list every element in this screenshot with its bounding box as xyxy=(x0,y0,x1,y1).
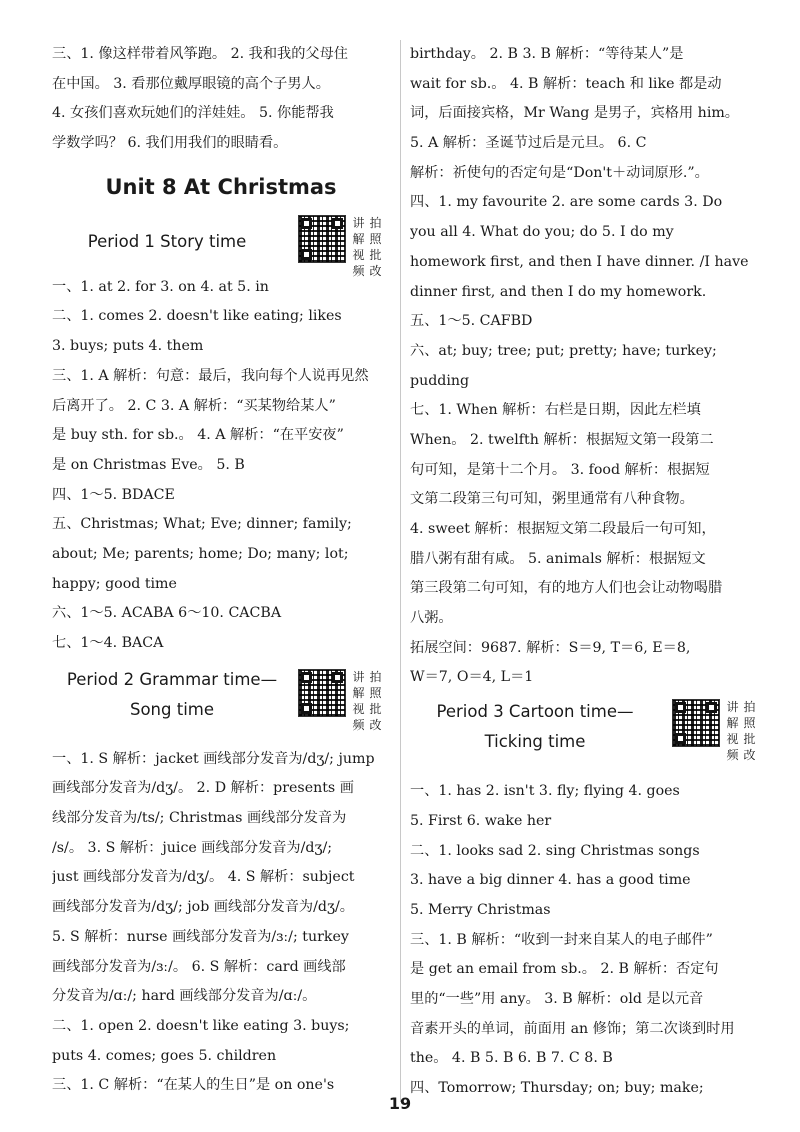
text-line: 四、1～5. BDACE xyxy=(52,486,175,503)
period-1-title: Period 1 Story time xyxy=(87,231,247,251)
text-line: 二、1. open 2. doesn't like eating 3. buys; xyxy=(52,1017,350,1034)
period-3-title-line2: Ticking time xyxy=(484,732,586,752)
period-1-answers xyxy=(52,273,390,659)
text-line: 三、1. C 解析：“在某人的生日”是 on one's xyxy=(52,1077,335,1094)
qr-code-icon[interactable] xyxy=(298,669,346,717)
text-line: 七、1. When 解析：右栏是日期，因此左栏填 xyxy=(410,402,701,419)
left-top-block xyxy=(52,40,390,159)
text-line: /s/。 3. S 解析：juice 画线部分发音为/dʒ/; xyxy=(52,839,333,856)
text-line: 三、1. 像这样带着风筝跑。 2. 我和我的父母住 xyxy=(52,46,348,62)
text-line: 分发音为/ɑː/; hard 画线部分发音为/ɑː/。 xyxy=(52,988,317,1005)
text-line: the。 4. B 5. B 6. B 7. C 8. B xyxy=(410,1050,613,1067)
text-line: 3. have a big dinner 4. has a good time xyxy=(410,872,691,889)
video-badge: 讲 拍 解 照 视 批 频 改 xyxy=(726,700,756,763)
text-line: 二、1. comes 2. doesn't like eating; likes xyxy=(52,308,342,325)
left-column xyxy=(52,40,390,1101)
text-line: 5. First 6. wake her xyxy=(410,812,552,829)
text-line: 文第二段第三句可知，粥里通常有八种食物。 xyxy=(410,491,694,508)
right-top-block xyxy=(410,40,766,693)
text-line: 画线部分发音为/dʒ/; job 画线部分发音为/dʒ/。 xyxy=(52,899,354,916)
text-line: 解析：祈使句的否定句是“Don't＋动词原形.”。 xyxy=(410,164,709,181)
text-line: about; Me; parents; home; Do; many; lot; xyxy=(52,545,349,562)
text-line: 线部分发音为/ts/; Christmas 画线部分发音为 xyxy=(52,810,347,827)
text-line: 句可知，是第十二个月。 3. food 解析：根据短 xyxy=(410,461,710,478)
text-line: 三、1. B 解析：“收到一封来自某人的电子邮件” xyxy=(410,931,713,948)
period-2-title-line1: Period 2 Grammar time— xyxy=(66,669,278,689)
qr-code-icon[interactable] xyxy=(672,699,720,747)
text-line: 第三段第二句可知，有的地方人们也会让动物喝腊 xyxy=(410,580,723,597)
period-1-header xyxy=(52,209,390,278)
text-line: 画线部分发音为/ɜː/。 6. S 解析：card 画线部 xyxy=(52,958,346,975)
text-line: 在中国。 3. 看那位戴厚眼镜的高个子男人。 xyxy=(52,75,330,92)
text-line: 四、Tomorrow; Thursday; on; buy; make; xyxy=(410,1080,704,1096)
right-column xyxy=(410,40,766,1104)
qr-code-icon[interactable] xyxy=(298,215,346,263)
text-line: 六、at; buy; tree; put; pretty; have; turkey; xyxy=(410,342,717,359)
text-line: you all 4. What do you; do 5. I do my xyxy=(410,224,674,241)
text-line: birthday。 2. B 3. B 解析：“等待某人”是 xyxy=(410,46,684,62)
text-line: 里的“一些”用 any。 3. B 解析：old 是以元音 xyxy=(410,990,704,1007)
text-line: 七、1～4. BACA xyxy=(52,635,164,651)
text-line: 音素开头的单词，前面用 an 修饰；第二次谈到时用 xyxy=(410,1020,735,1037)
text-line: wait for sb.。 4. B 解析：teach 和 like 都是动 xyxy=(410,75,722,92)
period-2-answers xyxy=(52,745,390,1101)
text-line: puts 4. comes; goes 5. children xyxy=(52,1047,277,1064)
text-line: 3. buys; puts 4. them xyxy=(52,338,204,355)
video-badge: 讲 拍 解 照 视 批 频 改 xyxy=(352,215,382,278)
text-line: dinner first, and then I do my homework. xyxy=(410,283,707,300)
text-line: 4. 女孩们喜欢玩她们的洋娃娃。 5. 你能帮我 xyxy=(52,105,334,122)
column-divider xyxy=(400,40,401,1102)
text-line: 画线部分发音为/dʒ/。 2. D 解析：presents 画 xyxy=(52,780,354,797)
text-line: 后离开了。 2. C 3. A 解析：“买某物给某人” xyxy=(52,397,336,414)
text-line: 二、1. looks sad 2. sing Christmas songs xyxy=(410,842,700,859)
text-line: 一、1. S 解析：jacket 画线部分发音为/dʒ/; jump xyxy=(52,750,375,767)
text-line: 一、1. at 2. for 3. on 4. at 5. in xyxy=(52,278,269,295)
text-line: 5. A 解析：圣诞节过后是元旦。 6. C xyxy=(410,135,647,152)
text-line: 五、Christmas; What; Eve; dinner; family; xyxy=(52,516,352,533)
unit-title: Unit 8 At Christmas xyxy=(105,174,337,199)
period-3-title-line1: Period 3 Cartoon time— xyxy=(436,702,634,722)
period-3-answers xyxy=(410,777,766,1104)
text-line: 5. S 解析：nurse 画线部分发音为/ɜː/; turkey xyxy=(52,928,349,945)
period-3-header xyxy=(410,693,766,777)
video-badge: 讲 拍 解 照 视 批 频 改 xyxy=(352,669,382,732)
text-line: 四、1. my favourite 2. are some cards 3. Do xyxy=(410,194,723,211)
text-line: 是 on Christmas Eve。 5. B xyxy=(52,456,245,473)
text-line: 是 get an email from sb.。 2. B 解析：否定句 xyxy=(410,961,719,978)
text-line: 腊八粥有甜有咸。 5. animals 解析：根据短文 xyxy=(410,550,706,567)
text-line: 4. sweet 解析：根据短文第二段最后一句可知， xyxy=(410,521,716,537)
text-line: 三、1. A 解析：句意：最后，我向每个人说再见然 xyxy=(52,367,369,384)
text-line: 一、1. has 2. isn't 3. fly; flying 4. goes xyxy=(410,783,680,800)
text-line: 八粥。 xyxy=(410,610,453,627)
text-line: 词，后面接宾格，Mr Wang 是男子，宾格用 him。 xyxy=(410,105,739,122)
text-line: When。 2. twelfth 解析：根据短文第一段第二 xyxy=(410,431,714,448)
text-line: 拓展空间：9687. 解析：S＝9, T＝6, E＝8, xyxy=(410,639,691,656)
page-number: 19 xyxy=(388,1094,412,1113)
text-line: 五、1～5. CAFBD xyxy=(410,313,533,330)
text-line: 六、1～5. ACABA 6～10. CACBA xyxy=(52,605,282,622)
period-2-title-line2: Song time xyxy=(129,699,215,719)
text-line: W＝7, O＝4, L＝1 xyxy=(410,669,534,686)
text-line: happy; good time xyxy=(52,575,177,592)
text-line: 5. Merry Christmas xyxy=(410,901,551,918)
text-line: 学数学吗？ 6. 我们用我们的眼睛看。 xyxy=(52,135,288,152)
period-2-header xyxy=(52,659,390,745)
text-line: homework first, and then I have dinner. /I have xyxy=(410,253,749,270)
text-line: pudding xyxy=(410,372,470,389)
text-line: just 画线部分发音为/dʒ/。 4. S 解析：subject xyxy=(52,869,355,886)
text-line: 是 buy sth. for sb.。 4. A 解析：“在平安夜” xyxy=(52,427,344,444)
